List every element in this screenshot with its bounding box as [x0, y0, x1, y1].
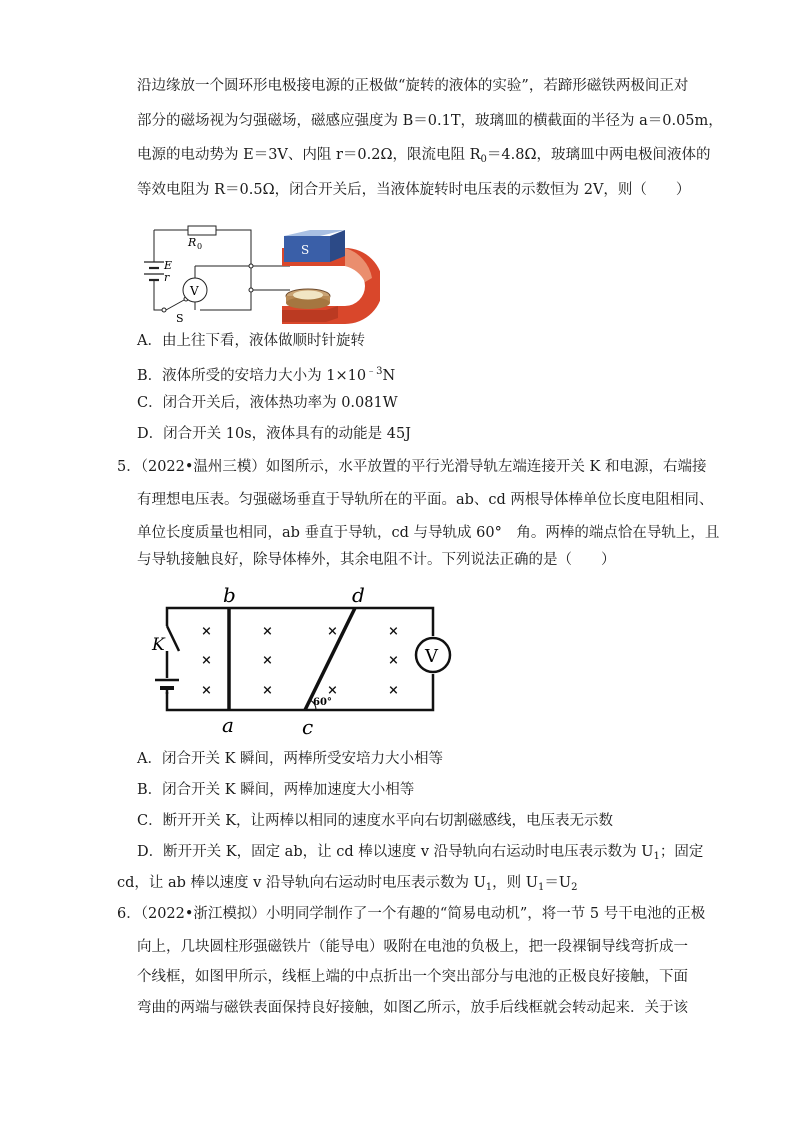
label-magnet-s: S: [301, 243, 310, 257]
label-b: b: [223, 584, 236, 607]
field-x: ×: [201, 683, 212, 698]
q5-option-a: A．闭合开关 K 瞬间，两棒所受安培力大小相等: [137, 751, 444, 767]
q5-text-line-1: 5．（2022•温州三模）如图所示，水平放置的平行光滑导轨左端连接开关 K 和电源，右端接: [117, 459, 707, 475]
q5-option-c: C．断开开关 K，让两棒以相同的速度水平向右切割磁感线，电压表无示数: [137, 813, 614, 829]
label-d: d: [352, 584, 365, 607]
q6-text-line-3: 个线框，如图甲所示，线框上端的中点折出一个突出部分与电池的正极良好接触，下面: [137, 969, 688, 985]
label-e: E: [164, 259, 173, 272]
q5-text-line-4: 与导轨接触良好，除导体棒外，其余电阻不计。下列说法正确的是（ ）: [137, 552, 616, 568]
q4-option-a: A．由上往下看，液体做顺时针旋转: [137, 333, 365, 349]
q6-text-line-2: 向上，几块圆柱形强磁铁片（能导电）吸附在电池的负极上，把一段裸铜导线弯折成一: [137, 939, 688, 955]
label-angle: 60°: [313, 697, 332, 708]
label-r0: R: [188, 236, 197, 249]
field-x: ×: [388, 683, 399, 698]
q4-circuit-figure: [140, 218, 380, 330]
field-x: ×: [327, 624, 338, 639]
q5-option-b: B．闭合开关 K 瞬间，两棒加速度大小相等: [137, 782, 415, 798]
q6-text-line-4: 弯曲的两端与磁铁表面保持良好接触，如图乙所示，放手后线框就会转动起来．关于该: [137, 1000, 688, 1016]
q4-option-d: D．闭合开关 10s，液体具有的动能是 45J: [137, 426, 411, 442]
q4-text-line-2: 部分的磁场视为匀强磁场，磁感应强度为 B＝0.1T，玻璃皿的横截面的半径为 a＝0.05m，: [137, 113, 723, 129]
label-voltmeter-v: V: [425, 646, 438, 667]
q5-option-d-line-2: cd，让 ab 棒以速度 v 沿导轨向右运动时电压表示数为 $U_1$，则 $U_1=U_2$: [117, 875, 578, 893]
q4-text-line-1: 沿边缘放一个圆环形电极接电源的正极做“旋转的液体的实验”，若蹄形磁铁两极间正对: [137, 78, 689, 94]
q5-text-line-2: 有理想电压表。匀强磁场垂直于导轨所在的平面。ab、cd 两根导体棒单位长度电阻相同、: [137, 492, 714, 508]
q5-rails-figure: [145, 584, 465, 742]
field-x: ×: [262, 653, 273, 668]
label-r0-sub: 0: [197, 242, 203, 251]
field-x: ×: [388, 653, 399, 668]
q4-text-line-4: 等效电阻为 R＝0.5Ω，闭合开关后，当液体旋转时电压表的示数恒为 2V，则（ ）: [137, 182, 691, 198]
label-switch: S: [176, 312, 184, 325]
q4-text-line-3: 电源的电动势为 E＝3V、内阻 r＝0.2Ω，限流电阻 $R_0=4.8\Omega$，玻璃皿中两电极间液体的: [137, 147, 711, 165]
q5-option-d-line-1: D．断开开关 K，固定 ab，让 cd 棒以速度 v 沿导轨向右运动时电压表示数为 $U_1$；固定: [137, 844, 704, 862]
field-x: ×: [201, 624, 212, 639]
label-c: c: [302, 715, 314, 739]
label-a: a: [222, 713, 234, 737]
label-k: K: [152, 635, 165, 655]
field-x: ×: [388, 624, 399, 639]
q5-text-line-3: 单位长度质量也相同，ab 垂直于导轨，cd 与导轨成 60° 角。两棒的端点恰在导轨上，且: [137, 525, 720, 541]
q4-option-b: B．液体所受的安培力大小为 $1\times 10^{﹣3}N$: [137, 366, 396, 384]
label-voltmeter: V: [190, 284, 199, 298]
q4-option-c: C．闭合开关后，液体热功率为 0.081W: [137, 395, 398, 411]
q6-text-line-1: 6．（2022•浙江模拟）小明同学制作了一个有趣的“简易电动机”，将一节 5 号干电池的正极: [117, 906, 706, 922]
field-x: ×: [262, 624, 273, 639]
label-r: r: [164, 271, 170, 284]
field-x: ×: [327, 683, 338, 698]
field-x: ×: [201, 653, 212, 668]
field-x: ×: [262, 683, 273, 698]
